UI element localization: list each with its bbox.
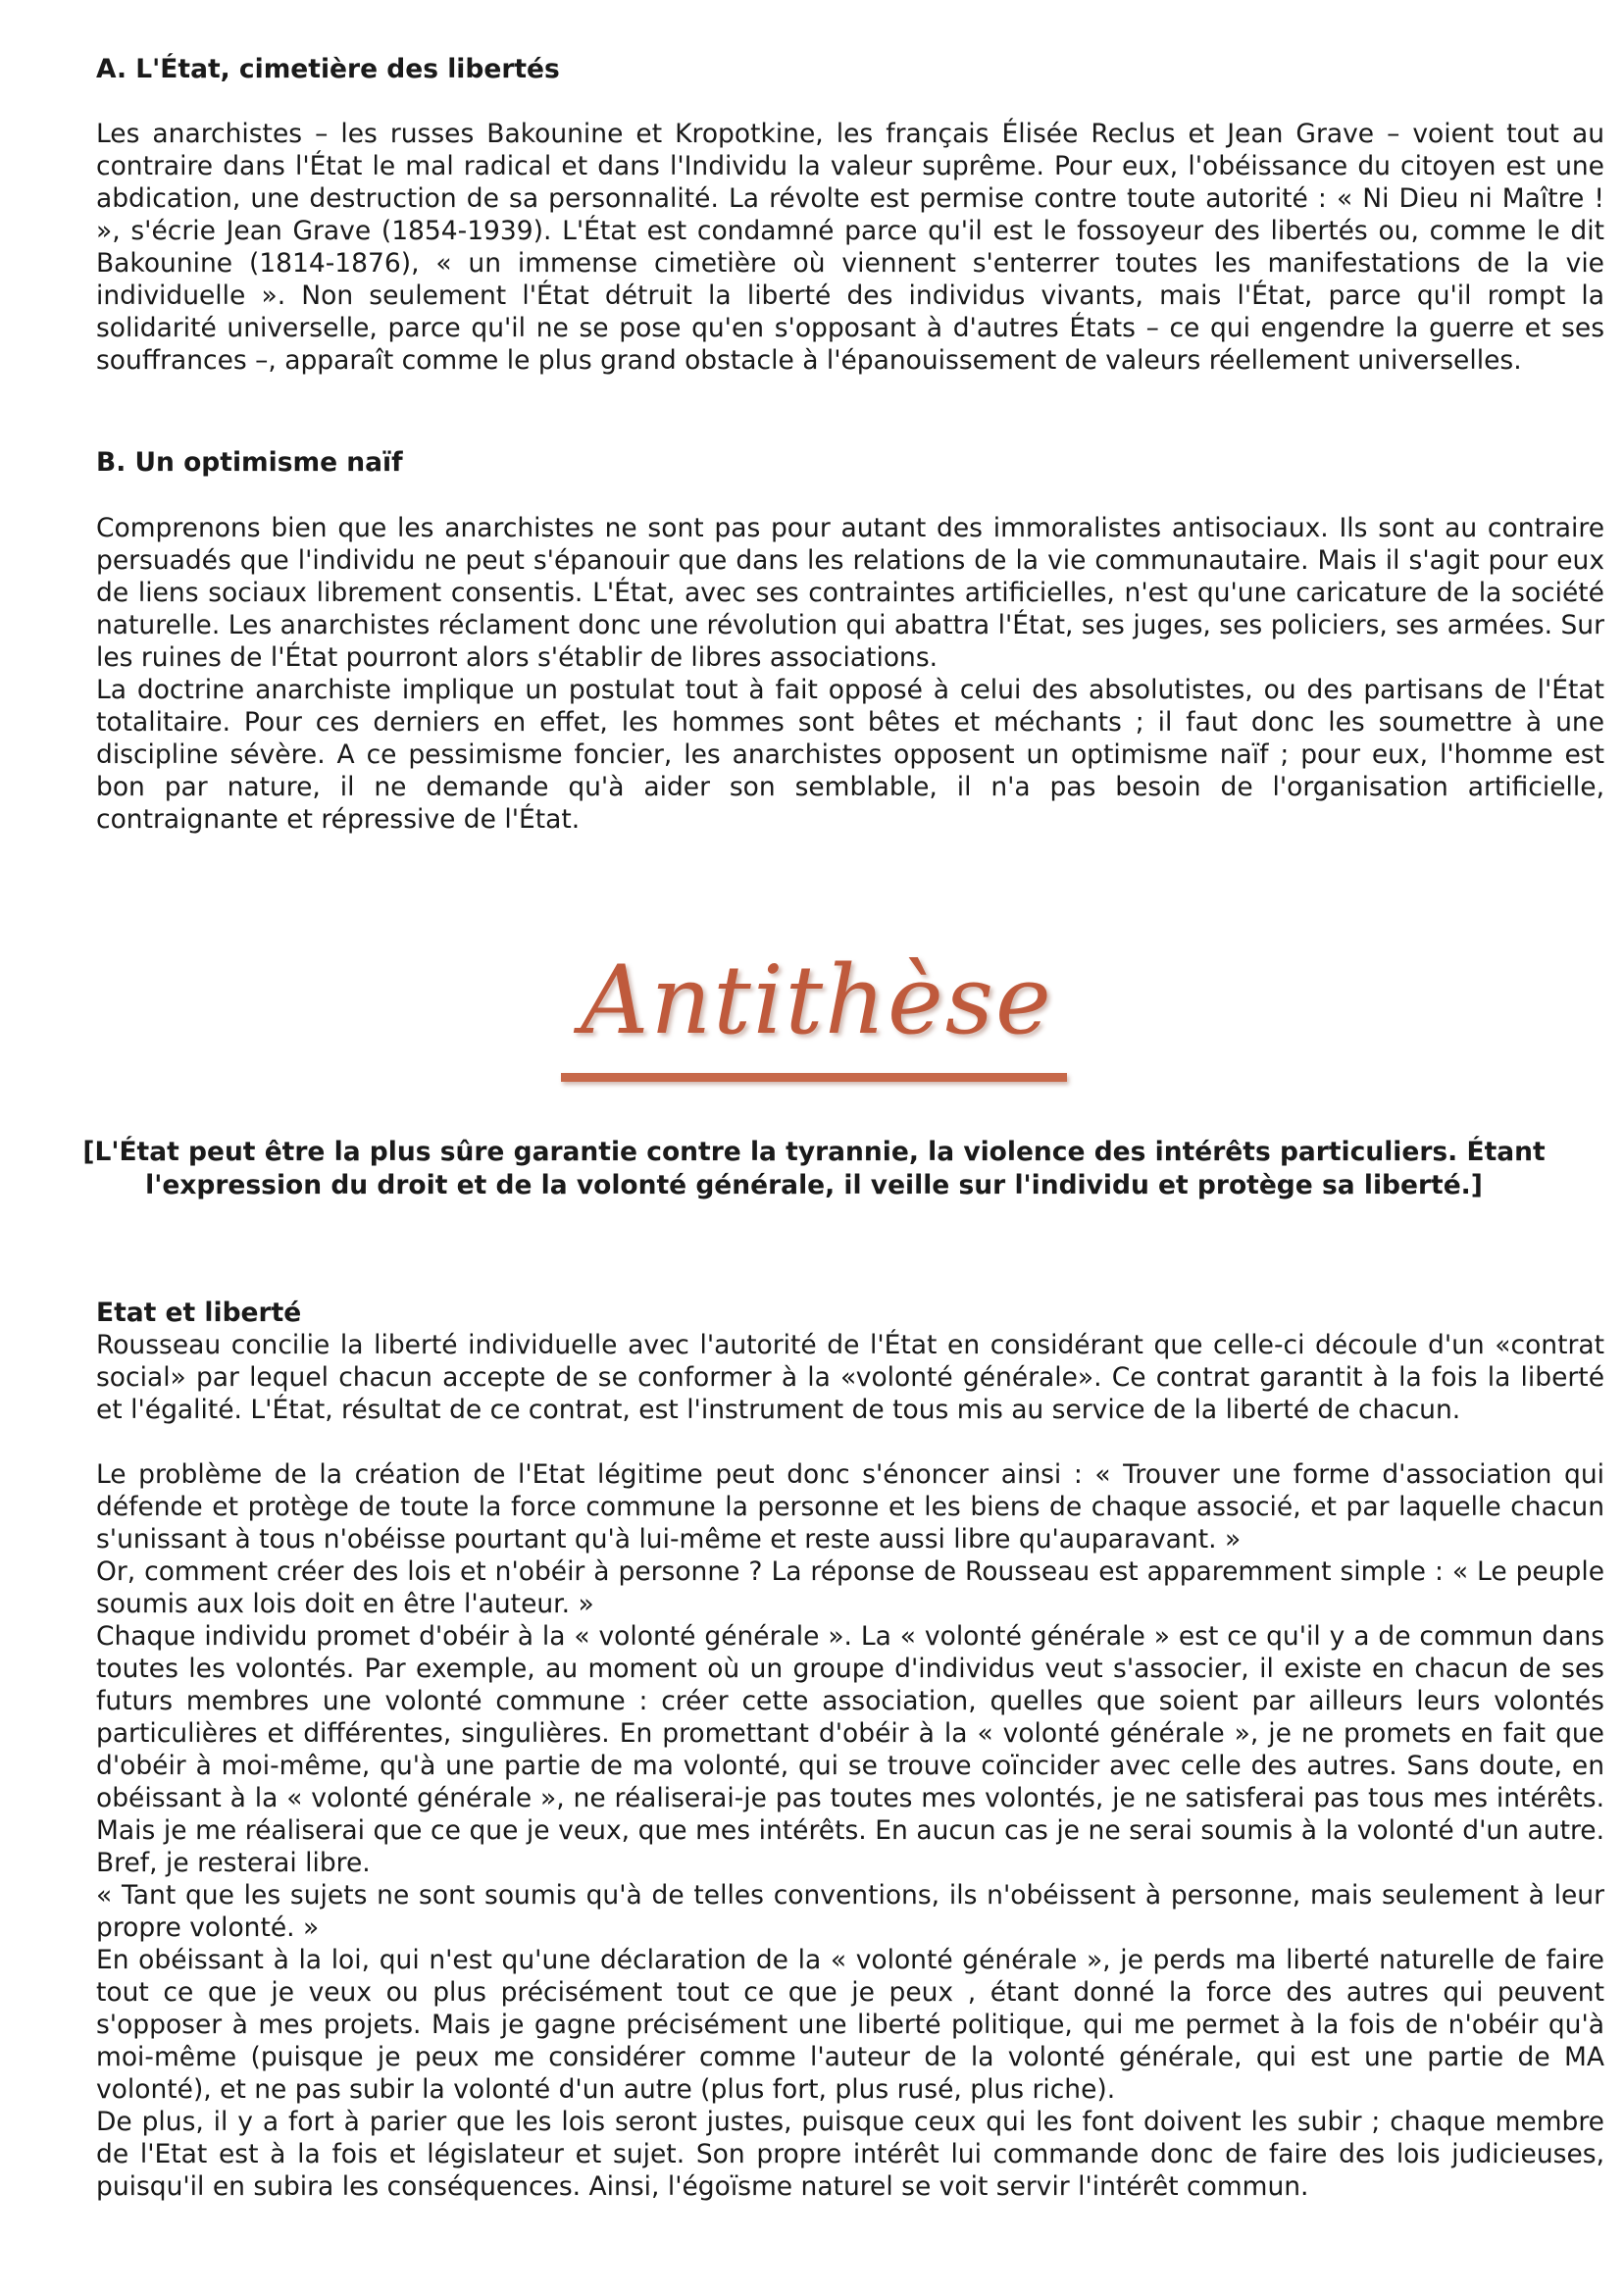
antithesis-line-1: [L'État peut être la plus sûre garantie contre la tyrannie, la violence des intérêts particuliers. Étant	[82, 1137, 1546, 1167]
section-b-paragraph-2: La doctrine anarchiste implique un postulat tout à fait opposé à celui des absolutistes, ou des partisans de l'État totalitaire. Pour ces derniers en effet, les hommes sont bêtes et méchants ; il faut donc les soumettre à une discipline sévère. A ce pessimisme foncier, les anarchistes opposent un optimisme naïf ; pour eux, l'homme est bon par nature, il ne demande qu'à aider son semblable, il n'a pas besoin de l'organisation artificielle, contraignante et répressive de l'État.	[96, 675, 1604, 835]
section-c-paragraph-5: « Tant que les sujets ne sont soumis qu'à de telles conventions, ils n'obéissent à personne, mais seulement à leur propre volonté. »	[96, 1880, 1604, 1943]
antithesis-statement	[78, 1136, 1549, 1202]
section-b-paragraph-1: Comprenons bien que les anarchistes ne sont pas pour autant des immoralistes antisociaux. Ils sont au contraire persuadés que l'individu ne peut s'épanouir que dans les relations de la vie communautaire. Mais il s'agit pour eux de liens sociaux librement consentis. L'État, avec ses contraintes artificielles, n'est qu'une caricature de la société naturelle. Les anarchistes réclament donc une révolution qui abattra l'État, ses juges, ses policiers, ses armées. Sur les ruines de l'État pourront alors s'établir de libres associations.	[96, 513, 1604, 673]
antithese-underline	[561, 1073, 1067, 1082]
section-c-paragraph-4: Chaque individu promet d'obéir à la « volonté générale ». La « volonté générale » est ce qu'il y a de commun dans toutes les volontés. Par exemple, au moment où un groupe d'individus veut s'associer, il existe en chacun de ses futurs membres une volonté commune : créer cette association, quelles que soient par ailleurs leurs volontés particulières et différentes, singulières. En promettant d'obéir à la « volonté générale », je ne promets en fait que d'obéir à moi-même, qu'à une partie de ma volonté, qui se trouve coïncider avec celle des autres. Sans doute, en obéissant à la « volonté générale », ne réaliserai-je pas toutes mes volontés, je ne satisferai pas tous mes intérêts. Mais je me réaliserai que ce que je veux, que mes intérêts. En aucun cas je ne serai soumis à la volonté d'un autre. Bref, je resterai libre.	[96, 1621, 1604, 1878]
section-c-paragraph-2: Le problème de la création de l'Etat légitime peut donc s'énoncer ainsi : « Trouver une forme d'association qui défende et protège de toute la force commune la personne et les biens de chaque associé, et par laquelle chacun s'unissant à tous n'obéisse pourtant qu'à lui-même et reste aussi libre qu'auparavant. »	[96, 1459, 1604, 1555]
section-c-paragraph-6: En obéissant à la loi, qui n'est qu'une déclaration de la « volonté générale », je perds ma liberté naturelle de faire tout ce que je veux ou plus précisément tout ce que je peux , étant donné la force des autres qui peuvent s'opposer à mes projets. Mais je gagne précisément une liberté politique, qui me permet à la fois de n'obéir qu'à moi-même (puisque je peux me considérer comme l'auteur de la volonté générale, qui est une partie de MA volonté), et ne pas subir la volonté d'un autre (plus fort, plus rusé, plus riche).	[96, 1945, 1604, 2105]
section-c-paragraph-7: De plus, il y a fort à parier que les lois seront justes, puisque ceux qui les font doivent les subir ; chaque membre de l'Etat est à la fois et législateur et sujet. Son propre intérêt lui commande donc de faire des lois judicieuses, puisqu'il en subira les conséquences. Ainsi, l'égoïsme naturel se voit servir l'intérêt commun.	[96, 2107, 1604, 2202]
section-b-title: B. Un optimisme naïf	[96, 447, 403, 478]
section-c-paragraph-1: Rousseau concilie la liberté individuelle avec l'autorité de l'État en considérant que celle-ci découle d'un «contrat social» par lequel chacun accepte de se conformer à la «volonté générale». Ce contrat garantit à la fois la liberté et l'égalité. L'État, résultat de ce contrat, est l'instrument de tous mis au service de la liberté de chacun.	[96, 1330, 1604, 1425]
antithese-title: Antithèse	[581, 945, 1053, 1055]
section-c-paragraph-3: Or, comment créer des lois et n'obéir à personne ? La réponse de Rousseau est apparemment simple : « Le peuple soumis aux lois doit en être l'auteur. »	[96, 1556, 1604, 1619]
antithesis-line-2: l'expression du droit et de la volonté générale, il veille sur l'individu et protège sa liberté.]	[145, 1170, 1483, 1200]
section-a-paragraph: Les anarchistes – les russes Bakounine et Kropotkine, les français Élisée Reclus et Jean Grave – voient tout au contraire dans l'État le mal radical et dans l'Individu la valeur suprême. Pour eux, l'obéissance du citoyen est une abdication, une destruction de sa personnalité. La révolte est permise contre toute autorité : « Ni Dieu ni Maître ! », s'écrie Jean Grave (1854-1939). L'État est condamné parce qu'il est le fossoyeur des libertés ou, comme le dit Bakounine (1814-1876), « un immense cimetière où viennent s'enterrer toutes les manifestations de la vie individuelle ». Non seulement l'État détruit la liberté des individus vivants, mais l'État, parce qu'il rompt la solidarité universelle, parce qu'il ne se pose qu'en s'opposant à d'autres États – ce qui engendre la guerre et ses souffrances –, apparaît comme le plus grand obstacle à l'épanouissement de valeurs réellement universelles.	[96, 119, 1604, 376]
antithese-banner	[557, 942, 1077, 1098]
section-a-title: A. L'État, cimetière des libertés	[96, 54, 560, 84]
section-c-title: Etat et liberté	[96, 1298, 302, 1328]
